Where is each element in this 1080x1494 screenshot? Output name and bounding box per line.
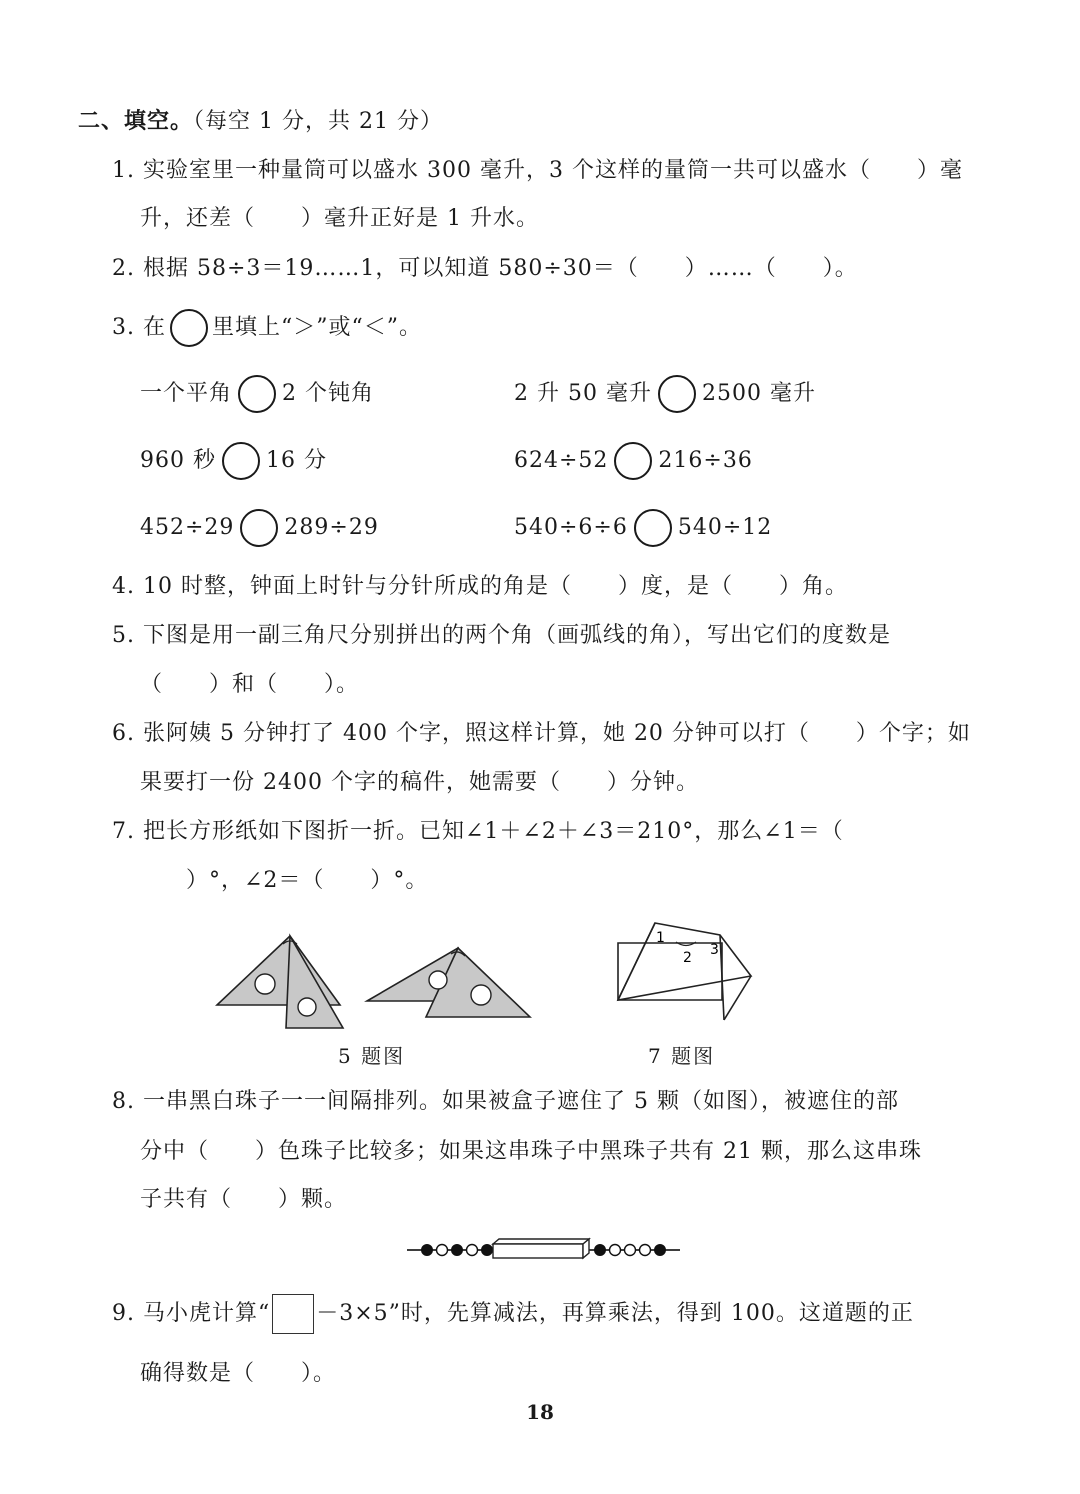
q3-item-right: 16 分 (266, 448, 327, 473)
bead-figure (405, 1236, 685, 1266)
q8-line3: 子共有（ ）颗。 (140, 1187, 348, 1212)
q9-line1 (112, 1294, 914, 1334)
q3-post: 里填上“＞”或“＜”。 (211, 315, 422, 340)
black-bead (655, 1245, 666, 1256)
figure-7 (612, 920, 762, 1030)
angle-label-3: 3 (710, 942, 719, 958)
answer-box[interactable] (272, 1294, 314, 1334)
compare-circle[interactable] (240, 509, 278, 547)
q3-item (514, 508, 772, 548)
ruler-hole (429, 971, 447, 989)
q3-item-right: 2 个钝角 (282, 381, 375, 406)
q3-item (140, 374, 374, 414)
q3-instruction (112, 308, 422, 348)
compare-circle[interactable] (222, 442, 260, 480)
q3-item-left: 452÷29 (140, 515, 235, 540)
q3-item-left: 2 升 50 毫升 (514, 381, 652, 406)
answer-circle[interactable] (170, 309, 208, 347)
q3-item (514, 441, 753, 481)
q3-item-right: 2500 毫升 (701, 381, 816, 406)
q2-line1: 2. 根据 58÷3＝19……1，可以知道 580÷30＝（ ）……（ ）。 (112, 256, 858, 281)
q3-pre: 3. 在 (112, 315, 166, 340)
figure-5-caption: 5 题图 (338, 1044, 406, 1068)
page-number: 18 (526, 1400, 554, 1424)
white-bead (640, 1245, 651, 1256)
covering-box (493, 1244, 583, 1258)
black-bead (482, 1245, 493, 1256)
q5-line2: （ ）和（ ）。 (140, 672, 360, 697)
box-top (493, 1239, 589, 1244)
compare-circle[interactable] (614, 442, 652, 480)
paper-edge (724, 976, 751, 1020)
q3-item-right: 540÷12 (677, 515, 773, 540)
q1-line2: 升，还差（ ）毫升正好是 1 升水。 (140, 206, 539, 231)
angle-label-1: 1 (656, 930, 665, 946)
q6-line2: 果要打一份 2400 个字的稿件，她需要（ ）分钟。 (140, 770, 699, 795)
q5-line1: 5. 下图是用一副三角尺分别拼出的两个角（画弧线的角），写出它们的度数是 (112, 623, 891, 648)
q3-item-left: 540÷6÷6 (514, 515, 628, 540)
q3-item (140, 441, 327, 481)
q9-pre: 9. 马小虎计算“ (112, 1301, 271, 1326)
q3-item-left: 960 秒 (140, 448, 216, 473)
black-bead (595, 1245, 606, 1256)
q3-item (140, 508, 379, 548)
q3-item-right: 216÷36 (658, 448, 753, 473)
section-title: 二、填空。 (78, 108, 194, 134)
q3-item-left: 624÷52 (514, 448, 609, 473)
ruler-hole (255, 974, 275, 994)
q8-line2: 分中（ ）色珠子比较多；如果这串珠子中黑珠子共有 21 颗，那么这串珠 (140, 1139, 922, 1164)
compare-circle[interactable] (634, 509, 672, 547)
white-bead (467, 1245, 478, 1256)
figure-7-caption: 7 题图 (648, 1044, 716, 1068)
black-bead (422, 1245, 433, 1256)
q7-line1: 7. 把长方形纸如下图折一折。已知∠1＋∠2＋∠3＝210°，那么∠1＝（ (112, 819, 844, 844)
angle-label-2: 2 (683, 950, 692, 966)
q3-item (514, 374, 816, 414)
ruler-hole (471, 985, 491, 1005)
q1-line1: 1. 实验室里一种量筒可以盛水 300 毫升，3 个这样的量筒一共可以盛水（ ）毫 (112, 158, 963, 183)
white-bead (437, 1245, 448, 1256)
q9-post: －3×5”时，先算减法，再算乘法，得到 100。这道题的正 (316, 1301, 914, 1326)
q4-line1: 4. 10 时整，钟面上时针与分针所成的角是（ ）度，是（ ）角。 (112, 574, 848, 599)
section-header (78, 106, 443, 137)
black-bead (452, 1245, 463, 1256)
q9-line2: 确得数是（ ）。 (140, 1361, 337, 1386)
q6-line1: 6. 张阿姨 5 分钟打了 400 个字，照这样计算，她 20 分钟可以打（ ）个字；如 (112, 721, 971, 746)
q3-item-left: 一个平角 (140, 381, 233, 406)
triangle-ruler-shape (286, 936, 343, 1028)
section-scoring: （每空 1 分，共 21 分） (193, 109, 443, 134)
ruler-hole (298, 998, 316, 1016)
white-bead (610, 1245, 621, 1256)
q8-line1: 8. 一串黑白珠子一一间隔排列。如果被盒子遮住了 5 颗（如图），被遮住的部 (112, 1089, 899, 1114)
white-bead (625, 1245, 636, 1256)
q3-item-right: 289÷29 (284, 515, 379, 540)
compare-circle[interactable] (658, 375, 696, 413)
figure-5 (200, 925, 560, 1040)
compare-circle[interactable] (238, 375, 276, 413)
q7-line2: ）°，∠2＝（ ）°。 (140, 868, 429, 893)
